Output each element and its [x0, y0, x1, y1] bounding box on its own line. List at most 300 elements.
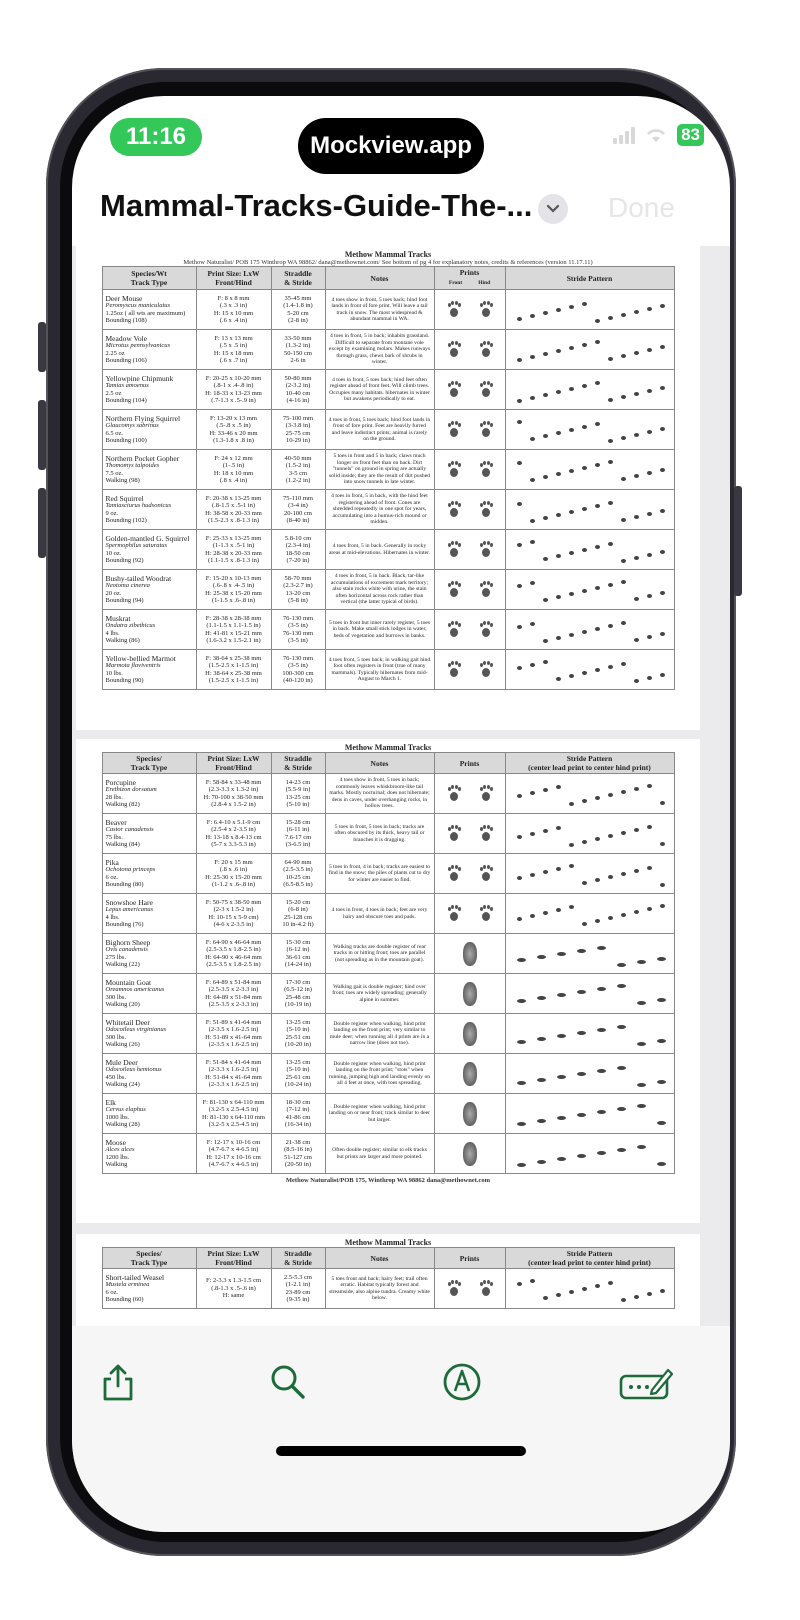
prints-cell: [434, 490, 505, 530]
straddle-stride-cell: 15-30 cm (6-12 in) 36-61 cm (14-24 in): [271, 934, 325, 974]
track-dot: [637, 1104, 646, 1108]
scientific-name: Peromyscus maniculatus: [105, 302, 171, 309]
scientific-name: Alces alces: [105, 1146, 135, 1153]
track-dot: [634, 1295, 639, 1299]
track-dot: [595, 422, 600, 426]
prints-graphic: [438, 1140, 502, 1168]
species-weight: 275 lbs.: [105, 953, 127, 961]
straddle-stride-cell: 33-50 mm (1.3-2 in) 50-150 cm 2-6 in: [271, 330, 325, 370]
track-dot: [582, 630, 587, 634]
paw-print-icon: [447, 865, 461, 883]
table-row: [102, 530, 674, 570]
track-dot: [556, 513, 561, 517]
species-name: Yellow-bellied Marmot: [105, 653, 176, 663]
prints-graphic: [438, 1020, 502, 1048]
track-type: Walking (26): [105, 1041, 140, 1048]
track-dot: [577, 1031, 586, 1035]
species-weight: 10 lbs.: [105, 669, 123, 677]
track-dot: [595, 919, 600, 923]
track-dot: [621, 313, 626, 317]
track-dot: [537, 1160, 546, 1164]
hoof-print-icon: [463, 942, 477, 966]
prints-graphic: [438, 900, 502, 928]
column-header: Notes: [325, 1248, 434, 1269]
scientific-name: Ochotona princeps: [105, 866, 156, 873]
track-dot: [634, 828, 639, 832]
stride-pattern-cell: [505, 410, 674, 450]
track-dot: [517, 999, 526, 1003]
notes-cell: 4 toes in front, 5 in back. Black, tar-like accumulations of excrement mark territory; also stain rocks white with urine, the stain often horizontal across rock rather than vertical (the latter typical of birds).: [325, 570, 434, 610]
track-dot: [537, 996, 546, 1000]
track-dot: [608, 916, 613, 920]
track-dot: [556, 390, 561, 394]
track-dot: [621, 580, 626, 584]
track-dot: [621, 621, 626, 625]
track-dot: [647, 676, 652, 680]
stride-pattern-cell: [505, 650, 674, 690]
column-header: Prints: [434, 753, 505, 774]
table-header-row: [102, 267, 674, 290]
print-size-cell: F: 6.4-10 x 5.1-9 cm (2.5-4 x 2-3.5 in) H: 13-18 x 8.4-13 cm (5-7 x 3.3-5.3 in): [196, 814, 271, 854]
track-dot: [569, 864, 574, 868]
stride-pattern-cell: [505, 290, 674, 330]
signature-button[interactable]: [618, 1362, 674, 1402]
track-type: Bounding (108): [105, 317, 147, 324]
home-indicator[interactable]: [276, 1446, 526, 1456]
track-dot: [517, 917, 522, 921]
table-row: [102, 1094, 674, 1134]
species-weight: 7.5 oz.: [105, 469, 124, 477]
paw-print-icon: [447, 421, 461, 439]
track-dot: [608, 624, 613, 628]
species-cell: [102, 1014, 196, 1054]
track-dot: [582, 343, 587, 347]
document-title[interactable]: Mammal-Tracks-Guide-The-...: [100, 188, 533, 223]
straddle-stride-cell: 64-90 mm (2.5-3.5 in) 10-25 cm (6.5-8.5 in): [271, 854, 325, 894]
paw-print-icon: [479, 1280, 493, 1298]
tracks-table: [102, 1247, 675, 1309]
volume-up-button: [38, 400, 46, 470]
straddle-stride-cell: 58-70 mm (2.3-2.7 in) 13-20 cm (5-8 in): [271, 570, 325, 610]
track-dot: [569, 843, 574, 847]
notes-cell: 5 toes in front and 5 in back; claws much longer on front feet than on back. Dirt "tunnels" on ground in spring are actually solid inside; they are the result of dirt pushed into snow tunnels in late winter.: [325, 450, 434, 490]
column-header: Stride Pattern (center lead print to center hind print): [505, 753, 674, 774]
species-name: Elk: [105, 1097, 116, 1107]
straddle-stride-cell: 13-25 cm (5-10 in) 25-61 cm (10-24 in): [271, 1054, 325, 1094]
track-dot: [660, 468, 665, 472]
track-type: Bounding (60): [105, 1296, 144, 1303]
track-type: Walking: [105, 1161, 128, 1168]
track-dot: [556, 308, 561, 312]
stride-pattern-graphic: [509, 336, 671, 364]
prints-cell: [434, 774, 505, 814]
track-dot: [543, 516, 548, 520]
track-dot: [634, 869, 639, 873]
scientific-name: Mustela erminea: [105, 1281, 150, 1288]
track-dot: [617, 1025, 626, 1029]
straddle-stride-cell: 40-50 mm (1.5-2 in) 3-5 cm (1.2-2 in): [271, 450, 325, 490]
track-dot: [637, 1145, 646, 1149]
species-cell: [102, 1094, 196, 1134]
track-dot: [556, 677, 561, 681]
species-weight: 300 lbs.: [105, 1033, 127, 1041]
paw-print-icon: [479, 461, 493, 479]
track-dot: [660, 427, 665, 431]
track-dot: [608, 834, 613, 838]
markup-icon: [442, 1362, 482, 1402]
track-dot: [582, 799, 587, 803]
stride-pattern-graphic: [509, 376, 671, 404]
species-name: Porcupine: [105, 777, 136, 787]
dynamic-island: Mockview.app: [298, 118, 484, 174]
paw-print-icon: [479, 905, 493, 923]
prints-front-label: Front: [448, 280, 463, 286]
track-dot: [647, 307, 652, 311]
track-dot: [621, 790, 626, 794]
paw-print-icon: [479, 541, 493, 559]
species-name: Pika: [105, 857, 119, 867]
prints-graphic: [438, 1100, 502, 1128]
notes-cell: 5 toes in front, 5 toes in back; tracks are often obscured by its thick, heavy tail or branches it is dragging.: [325, 814, 434, 854]
straddle-stride-cell: 15-20 cm (6-8 in) 25-128 cm 10 in-4.2 ft): [271, 894, 325, 934]
track-dot: [597, 1069, 606, 1073]
species-cell: [102, 934, 196, 974]
paw-print-icon: [479, 501, 493, 519]
track-dot: [517, 876, 522, 880]
track-dot: [569, 633, 574, 637]
stride-pattern-cell: [505, 450, 674, 490]
straddle-stride-cell: 2.5-5.3 cm (1-2.1 in) 23-89 cm (9-35 in): [271, 1269, 325, 1309]
power-button: [734, 486, 742, 596]
print-size-cell: F: 51-84 x 41-64 mm (2-3.3 x 1.6-2.5 in) H: 51-84 x 41-64 mm (2-3.3 x 1.6-2.5 in): [196, 1054, 271, 1094]
prints-graphic: [438, 940, 502, 968]
track-dot: [660, 673, 665, 677]
track-dot: [595, 504, 600, 508]
species-weight: 450 lbs.: [105, 1073, 127, 1081]
species-cell: [102, 854, 196, 894]
track-dot: [595, 796, 600, 800]
title-menu-button[interactable]: [538, 194, 568, 224]
print-size-cell: F: 25-33 x 13-25 mm (1-1.3 x .5-1 in) H: 28-38 x 20-33 mm (1.1-1.5 x .8-1.3 in): [196, 530, 271, 570]
species-name: Yellowpine Chipmunk: [105, 373, 174, 383]
species-cell: [102, 650, 196, 690]
species-name: Mountain Goat: [105, 977, 152, 987]
track-dot: [657, 957, 666, 961]
track-dot: [556, 554, 561, 558]
prints-graphic: [438, 820, 502, 848]
share-button[interactable]: [98, 1362, 138, 1402]
notes-cell: 4 toes in front, 5 in back, with the hind feet registering ahead of front. Cones are shredded repeatedly in one spot for years, accumulating into a humus-rich mound or midden.: [325, 490, 434, 530]
track-dot: [660, 304, 665, 308]
track-dot: [530, 663, 535, 667]
scientific-name: Tamias amoenus: [105, 382, 149, 389]
tracks-table: [102, 752, 675, 1174]
track-dot: [582, 881, 587, 885]
track-dot: [517, 1040, 526, 1044]
species-name: Moose: [105, 1137, 126, 1147]
track-dot: [647, 594, 652, 598]
print-size-cell: F: 51-89 x 41-64 mm (2-3.5 x 1.6-2.5 in) H: 51-89 x 41-64 mm (2-3.5 x 1.6-2.5 in): [196, 1014, 271, 1054]
species-weight: 6 oz.: [105, 1288, 119, 1296]
species-weight: 10 oz.: [105, 549, 122, 557]
track-dot: [530, 622, 535, 626]
track-dot: [517, 543, 522, 547]
print-size-cell: F: 24 x 12 mm (1-.5 in) H: 18 x 10 mm (.8 x .4 in): [196, 450, 271, 490]
track-dot: [569, 674, 574, 678]
track-dot: [569, 428, 574, 432]
track-dot: [517, 420, 522, 424]
prints-cell: [434, 370, 505, 410]
track-dot: [647, 784, 652, 788]
prints-cell: [434, 610, 505, 650]
paw-print-icon: [447, 785, 461, 803]
track-dot: [608, 357, 613, 361]
paw-print-icon: [447, 581, 461, 599]
table-row: [102, 490, 674, 530]
track-dot: [660, 632, 665, 636]
markup-button[interactable]: [442, 1362, 482, 1402]
table-row: [102, 1269, 674, 1309]
species-cell: [102, 1054, 196, 1094]
paw-print-icon: [447, 541, 461, 559]
species-name: Mule Deer: [105, 1057, 138, 1067]
track-dot: [595, 668, 600, 672]
prints-graphic: [438, 656, 502, 684]
notes-cell: Double register when walking, hind print landing on or near front; track similar to deer but larger.: [325, 1094, 434, 1134]
track-dot: [530, 832, 535, 836]
track-dot: [582, 671, 587, 675]
track-dot: [660, 1289, 665, 1293]
track-type: Bounding (90): [105, 677, 144, 684]
track-dot: [617, 1148, 626, 1152]
track-dot: [556, 595, 561, 599]
hoof-print-icon: [463, 1102, 477, 1126]
notes-cell: 4 toes in front, 5 toes back; hind foot lands in front of fore print. Feet are heavily furred and leave indistinct prints; animal is rarely on the ground.: [325, 410, 434, 450]
species-cell: [102, 814, 196, 854]
stride-pattern-graphic: [509, 980, 671, 1008]
track-dot: [543, 870, 548, 874]
notes-cell: 4 toes show in front, 5 toes in back; commonly leaves whiskbroom-like tail marks. Mostly nocturnal; does not hibernate; dens in caves, under overhanging rocks, in hollow trees.: [325, 774, 434, 814]
track-dot: [657, 1039, 666, 1043]
column-header: Stride Pattern: [505, 267, 674, 290]
scientific-name: Marmota flaviventris: [105, 662, 161, 669]
track-dot: [530, 519, 535, 523]
track-dot: [595, 1284, 600, 1288]
species-name: Bushy-tailed Woodrat: [105, 573, 172, 583]
column-header: Straddle & Stride: [271, 753, 325, 774]
species-weight: 4 lbs.: [105, 629, 120, 637]
straddle-stride-cell: 75-100 mm (3-3.8 in) 25-75 cm 10-29 in): [271, 410, 325, 450]
stride-pattern-cell: [505, 370, 674, 410]
track-dot: [647, 389, 652, 393]
track-dot: [582, 302, 587, 306]
track-dot: [647, 553, 652, 557]
species-name: Golden-mantled G. Squirrel: [105, 533, 190, 543]
track-dot: [608, 542, 613, 546]
track-dot: [556, 1293, 561, 1297]
stride-pattern-cell: [505, 814, 674, 854]
track-dot: [543, 639, 548, 643]
track-dot: [569, 592, 574, 596]
track-dot: [517, 835, 522, 839]
track-dot: [582, 922, 587, 926]
track-dot: [557, 1116, 566, 1120]
stride-pattern-cell: [505, 1054, 674, 1094]
track-dot: [634, 392, 639, 396]
track-dot: [569, 469, 574, 473]
track-dot: [634, 638, 639, 642]
table-row: [102, 610, 674, 650]
print-size-cell: F: 28-38 x 28-38 mm (1.1-1.5 x 1.1-1.5 in) H: 41-81 x 15-21 mm (1.6-3.2 x 1.5-2.1 in): [196, 610, 271, 650]
paw-print-icon: [479, 785, 493, 803]
prints-graphic: [438, 296, 502, 324]
table-header-row: [102, 1248, 674, 1269]
paw-print-icon: [447, 461, 461, 479]
species-name: Bighorn Sheep: [105, 937, 151, 947]
prints-cell: [434, 570, 505, 610]
track-dot: [647, 1292, 652, 1296]
scientific-name: Castor canadensis: [105, 826, 154, 833]
track-dot: [569, 305, 574, 309]
track-dot: [634, 515, 639, 519]
stride-pattern-graphic: [509, 656, 671, 684]
prints-cell: [434, 450, 505, 490]
column-header: Species/ Track Type: [102, 753, 196, 774]
notes-cell: Double register when walking, hind print landing on the front print; very similar to mule deer; when running all 4 prints are in a narrow line (does not toe).: [325, 1014, 434, 1054]
track-dot: [543, 788, 548, 792]
stride-pattern-graphic: [509, 296, 671, 324]
notes-cell: 4 toes in front, 5 in back; inhabits grassland. Difficult to separate from montane vole except by examining molars. Makes runways through grass, chews bark of shrubs in winter.: [325, 330, 434, 370]
track-dot: [637, 1083, 646, 1087]
track-type: Bounding (106): [105, 357, 147, 364]
column-header: Species/Wt Track Type: [102, 267, 196, 290]
scientific-name: Microtus pennsylvanicus: [105, 342, 171, 349]
track-dot: [569, 802, 574, 806]
notes-cell: Double register when walking, hind print landing on the front print; "stots" when running, jumping high and landing evenly on all 4 feet at once, with toes spreading.: [325, 1054, 434, 1094]
species-name: Northern Pocket Gopher: [105, 453, 180, 463]
stride-pattern-cell: [505, 934, 674, 974]
paw-print-icon: [479, 621, 493, 639]
track-dot: [530, 396, 535, 400]
notes-cell: 4 toes front, 5 in back. Generally in rocky areas at mid-elevations. Hibernates in winter.: [325, 530, 434, 570]
track-dot: [537, 1078, 546, 1082]
paw-print-icon: [479, 661, 493, 679]
track-dot: [517, 794, 522, 798]
prints-graphic: [438, 416, 502, 444]
prints-graphic: [438, 456, 502, 484]
track-dot: [621, 518, 626, 522]
track-dot: [608, 398, 613, 402]
species-name: Whitetail Deer: [105, 1017, 150, 1027]
species-cell: [102, 894, 196, 934]
track-type: Walking (20): [105, 1001, 140, 1008]
track-dot: [647, 825, 652, 829]
print-size-cell: F: 58-84 x 33-48 mm (2.3-3.3 x 1.3-2 in) H: 70-100 x 38-50 mm (2.8-4 x 1.5-2 in): [196, 774, 271, 814]
straddle-stride-cell: 5.8-10 cm (2.3-4 in) 18-50 cm (7-20 in): [271, 530, 325, 570]
column-header: Print Size: LxW Front/Hind: [196, 753, 271, 774]
search-button[interactable]: [268, 1362, 308, 1402]
stride-pattern-graphic: [509, 456, 671, 484]
print-size-cell: F: 20-38 x 13-25 mm (.8-1.5 x .5-1 in) H: 38-58 x 20-33 mm (1.5-2.3 x .8-1.3 in): [196, 490, 271, 530]
table-row: [102, 570, 674, 610]
stride-pattern-cell: [505, 974, 674, 1014]
share-icon: [100, 1362, 136, 1402]
prints-cell: [434, 1269, 505, 1309]
track-dot: [556, 785, 561, 789]
stride-pattern-graphic: [509, 536, 671, 564]
track-dot: [557, 993, 566, 997]
species-cell: [102, 974, 196, 1014]
print-size-cell: F: 8 x 8 mm (.3 x .3 in) H: 15 x 10 mm (.6 x .4 in): [196, 290, 271, 330]
species-cell: [102, 450, 196, 490]
track-dot: [660, 386, 665, 390]
search-icon: [269, 1363, 307, 1401]
species-cell: [102, 570, 196, 610]
print-size-cell: F: 15-20 x 10-13 mm (.6-.8 x .4-.5 in) H: 25-38 x 15-20 mm (1-1.5 x .6-.8 in): [196, 570, 271, 610]
paw-print-icon: [479, 865, 493, 883]
track-dot: [517, 1282, 522, 1286]
species-cell: [102, 1269, 196, 1309]
track-dot: [637, 1001, 646, 1005]
track-dot: [608, 316, 613, 320]
table-row: [102, 450, 674, 490]
track-dot: [657, 1080, 666, 1084]
prints-cell: [434, 290, 505, 330]
straddle-stride-cell: 13-25 cm (5-10 in) 25-51 cm (10-20 in): [271, 1014, 325, 1054]
stride-pattern-cell: [505, 1014, 674, 1054]
track-type: Walking (82): [105, 801, 140, 808]
track-dot: [556, 826, 561, 830]
track-dot: [530, 914, 535, 918]
track-dot: [543, 1296, 548, 1300]
track-dot: [556, 349, 561, 353]
print-size-cell: F: 64-89 x 51-84 mm (2.5-3.5 x 2-3.3 in) H: 64-89 x 51-84 mm (2.5-3.5 x 2-3.3 in): [196, 974, 271, 1014]
prints-cell: [434, 814, 505, 854]
species-cell: [102, 1134, 196, 1174]
paw-print-icon: [479, 301, 493, 319]
track-dot: [621, 354, 626, 358]
track-dot: [621, 872, 626, 876]
track-dot: [530, 314, 535, 318]
hoof-print-icon: [463, 982, 477, 1006]
track-dot: [634, 474, 639, 478]
straddle-stride-cell: 76-130 mm (3-5 in) 76-130 mm (3-5 in): [271, 610, 325, 650]
volume-down-button: [38, 488, 46, 558]
notes-cell: 4 toes front, 5 toes back; in walking gait hind foot often registers in front (true of many mammals). Typically hibernates from mid-August to March 1.: [325, 650, 434, 690]
table-row: [102, 894, 674, 934]
track-dot: [597, 1028, 606, 1032]
paw-print-icon: [479, 581, 493, 599]
track-dot: [621, 559, 626, 563]
done-button[interactable]: Done: [608, 192, 675, 223]
track-dot: [595, 340, 600, 344]
stride-pattern-graphic: [509, 496, 671, 524]
species-cell: [102, 610, 196, 650]
scientific-name: Odocoileus virginianus: [105, 1026, 167, 1033]
track-dot: [517, 1122, 526, 1126]
track-dot: [557, 1157, 566, 1161]
prints-cell: [434, 854, 505, 894]
column-header: Notes: [325, 267, 434, 290]
track-dot: [556, 867, 561, 871]
species-weight: 300 lbs.: [105, 993, 127, 1001]
track-dot: [617, 1066, 626, 1070]
stride-pattern-graphic: [509, 820, 671, 848]
track-dot: [582, 425, 587, 429]
document-view[interactable]: [72, 246, 730, 1326]
track-dot: [634, 910, 639, 914]
track-dot: [637, 960, 646, 964]
